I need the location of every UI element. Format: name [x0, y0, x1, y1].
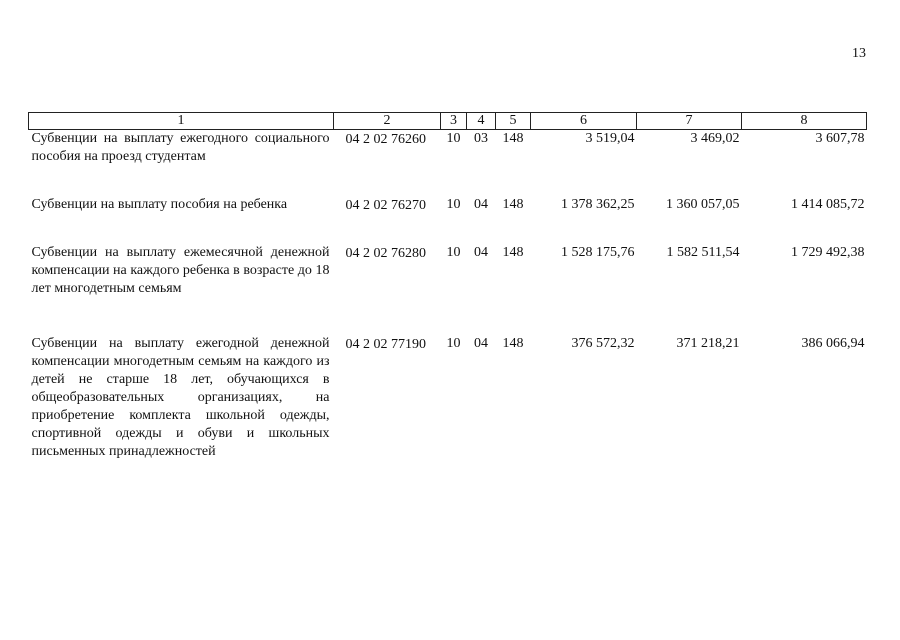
row-code: 04 2 02 76260 — [345, 132, 426, 147]
row-subsection: 04 — [474, 244, 488, 260]
column-header-8: 8 — [742, 113, 867, 130]
table-header — [29, 113, 867, 130]
row-subsection: 03 — [474, 131, 488, 146]
column-header-7: 7 — [637, 113, 742, 130]
row-value-6: 376 572,32 — [571, 335, 635, 351]
budget-table — [28, 112, 867, 485]
table-row — [29, 335, 867, 485]
row-value-8: 386 066,94 — [801, 335, 865, 351]
row-expense-type: 148 — [502, 131, 524, 146]
page-number: 13 — [852, 46, 866, 61]
column-header-3: 3 — [441, 113, 467, 130]
table-body — [29, 130, 867, 485]
row-section: 10 — [446, 335, 461, 351]
row-expense-type: 148 — [502, 196, 524, 212]
row-section: 10 — [446, 131, 461, 146]
row-expense-type: 148 — [502, 335, 524, 351]
column-header-1: 1 — [29, 113, 334, 130]
row-value-7: 371 218,21 — [676, 335, 740, 351]
column-header-2: 2 — [334, 113, 441, 130]
row-expense-type: 148 — [502, 244, 524, 260]
row-subsection: 04 — [474, 196, 488, 212]
column-header-5: 5 — [496, 113, 531, 130]
row-value-7: 1 360 057,05 — [666, 196, 740, 212]
row-subsection: 04 — [474, 335, 488, 351]
column-header-6: 6 — [531, 113, 637, 130]
row-name: Субвенции на выплату пособия на ребенка — [31, 196, 288, 212]
row-value-8: 3 607,78 — [815, 131, 865, 146]
table-row — [29, 130, 867, 196]
table-row — [29, 196, 867, 244]
row-code: 04 2 02 76270 — [345, 197, 426, 213]
row-value-6: 3 519,04 — [585, 131, 635, 146]
header-row — [29, 113, 867, 130]
row-code: 04 2 02 76280 — [345, 245, 426, 261]
table-row — [29, 244, 867, 335]
row-value-6: 1 528 175,76 — [561, 244, 635, 260]
row-value-7: 1 582 511,54 — [666, 244, 740, 260]
row-value-6: 1 378 362,25 — [561, 196, 635, 212]
column-header-4: 4 — [467, 113, 496, 130]
row-name: Субвенции на выплату ежегодного социального пособия на проезд студентам — [31, 131, 330, 164]
row-value-8: 1 414 085,72 — [791, 196, 865, 212]
row-value-7: 3 469,02 — [690, 131, 740, 146]
row-name: Субвенции на выплату ежегодной денежной компенсации многодетным семьям на каждого из детей не старше 18 лет, обучающихся в общеобразовательных организациях, на приобретение комплекта школьной одежды, спортивной одежды и обуви и школьных письменных принадлежностей — [31, 335, 330, 459]
row-name: Субвенции на выплату ежемесячной денежной компенсации на каждого ребенка в возрасте до 18 лет многодетным семьям — [31, 244, 330, 296]
row-section: 10 — [446, 196, 461, 212]
row-section: 10 — [446, 244, 461, 260]
row-code: 04 2 02 77190 — [345, 336, 426, 352]
row-value-8: 1 729 492,38 — [791, 244, 865, 260]
